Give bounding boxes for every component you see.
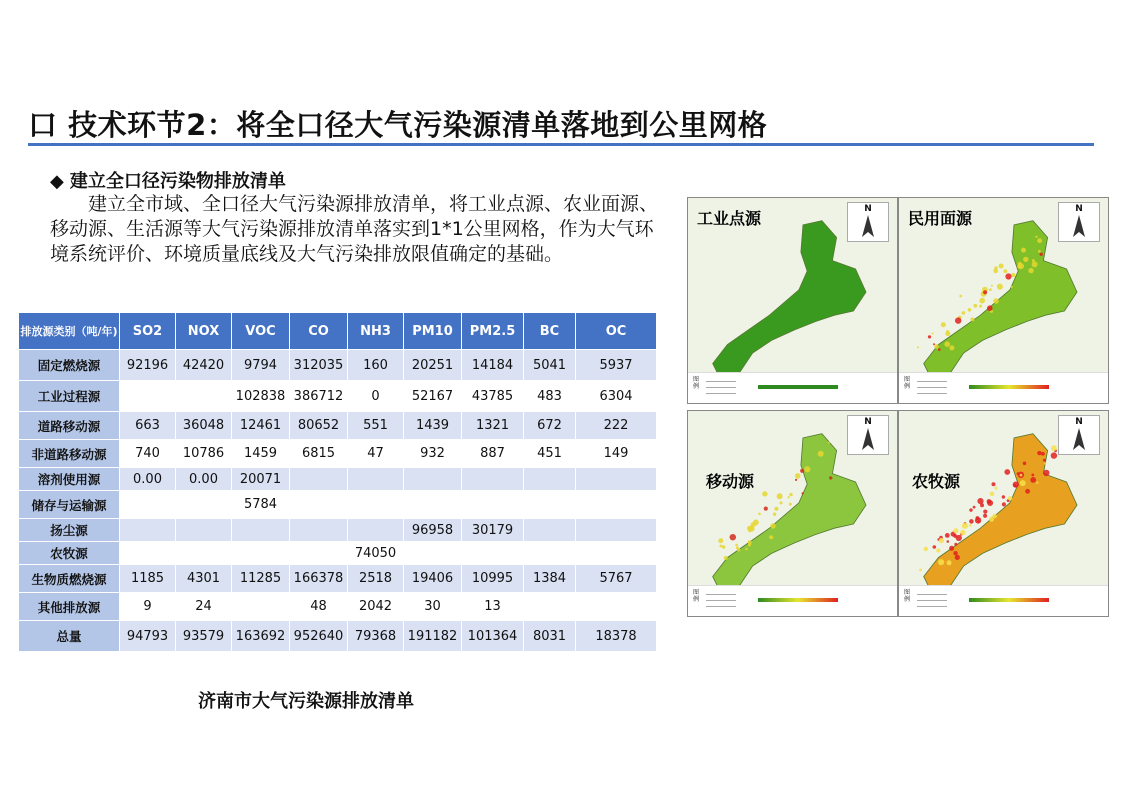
row-header: 道路移动源 [19, 412, 120, 440]
table-cell: 102838 [232, 381, 290, 412]
table-cell: 952640 [290, 621, 348, 652]
table-cell: 42420 [176, 350, 232, 381]
table-row [19, 519, 657, 542]
table-cell [348, 468, 404, 491]
table-cell [176, 381, 232, 412]
table-cell: 483 [524, 381, 576, 412]
table-cell [290, 519, 348, 542]
column-header: CO [290, 313, 348, 350]
table-cell: 451 [524, 440, 576, 468]
table-cell [176, 519, 232, 542]
table-cell: 191182 [404, 621, 462, 652]
table-cell: 52167 [404, 381, 462, 412]
table-row [19, 440, 657, 468]
row-header: 其他排放源 [19, 593, 120, 621]
table-cell [290, 468, 348, 491]
table-cell: 20251 [404, 350, 462, 381]
map-panel-mobile [687, 410, 898, 617]
north-arrow-icon: N [1058, 415, 1100, 455]
table-cell: 312035 [290, 350, 348, 381]
row-header: 非道路移动源 [19, 440, 120, 468]
column-header: OC [576, 313, 657, 350]
table-row [19, 593, 657, 621]
table-row [19, 412, 657, 440]
table-cell [348, 491, 404, 519]
table-cell: 1384 [524, 565, 576, 593]
table-row [19, 565, 657, 593]
table-cell [404, 491, 462, 519]
table-cell [576, 542, 657, 565]
table-cell: 13 [462, 593, 524, 621]
map-legend: 图例 [688, 372, 897, 403]
table-cell: 5784 [232, 491, 290, 519]
table-cell [232, 593, 290, 621]
table-cell [404, 542, 462, 565]
table-cell [524, 593, 576, 621]
table-cell: 5767 [576, 565, 657, 593]
table-cell: 96958 [404, 519, 462, 542]
map-label: 工业点源 [697, 209, 762, 228]
description-paragraph [50, 192, 660, 267]
table-cell: 79368 [348, 621, 404, 652]
table-cell [290, 542, 348, 565]
table-cell: 8031 [524, 621, 576, 652]
row-header: 总量 [19, 621, 120, 652]
table-cell: 6815 [290, 440, 348, 468]
table-row [19, 468, 657, 491]
table-cell: 663 [120, 412, 176, 440]
map-label: 民用面源 [908, 209, 973, 228]
bullet-text: 建立全口径污染物排放清单 [69, 171, 286, 192]
table-cell: 10995 [462, 565, 524, 593]
column-header: SO2 [120, 313, 176, 350]
table-cell [462, 468, 524, 491]
table-cell: 2042 [348, 593, 404, 621]
table-cell [120, 542, 176, 565]
table-cell: 19406 [404, 565, 462, 593]
table-cell: 5041 [524, 350, 576, 381]
north-arrow-icon: N [847, 415, 889, 455]
north-arrow-icon: N [847, 202, 889, 242]
row-header: 工业过程源 [19, 381, 120, 412]
table-cell: 166378 [290, 565, 348, 593]
row-header: 储存与运输源 [19, 491, 120, 519]
table-cell: 6304 [576, 381, 657, 412]
column-header: PM2.5 [462, 313, 524, 350]
table-row [19, 542, 657, 565]
table-cell: 2518 [348, 565, 404, 593]
table-cell: 0.00 [176, 468, 232, 491]
row-header: 农牧源 [19, 542, 120, 565]
table-row [19, 350, 657, 381]
table-cell: 18378 [576, 621, 657, 652]
table-cell: 0 [348, 381, 404, 412]
table-cell: 101364 [462, 621, 524, 652]
table-row [19, 491, 657, 519]
table-cell: 0.00 [120, 468, 176, 491]
table-cell: 30 [404, 593, 462, 621]
table-cell: 36048 [176, 412, 232, 440]
table-cell: 9794 [232, 350, 290, 381]
column-header: NOX [176, 313, 232, 350]
table-cell: 672 [524, 412, 576, 440]
table-cell [404, 468, 462, 491]
table-cell: 1459 [232, 440, 290, 468]
table-cell [120, 519, 176, 542]
table-cell: 386712 [290, 381, 348, 412]
table-cell: 551 [348, 412, 404, 440]
table-cell [576, 593, 657, 621]
table-cell [524, 519, 576, 542]
table-cell: 160 [348, 350, 404, 381]
table-cell: 1439 [404, 412, 462, 440]
table-cell: 163692 [232, 621, 290, 652]
table-cell [120, 381, 176, 412]
row-header: 溶剂使用源 [19, 468, 120, 491]
table-cell [462, 542, 524, 565]
table-cell: 93579 [176, 621, 232, 652]
table-cell: 932 [404, 440, 462, 468]
table-cell: 30179 [462, 519, 524, 542]
table-cell [576, 519, 657, 542]
table-cell: 222 [576, 412, 657, 440]
table-cell: 14184 [462, 350, 524, 381]
column-header: BC [524, 313, 576, 350]
table-cell: 5937 [576, 350, 657, 381]
map-legend: 图例 [688, 585, 897, 616]
table-cell: 4301 [176, 565, 232, 593]
table-cell [524, 542, 576, 565]
column-header: VOC [232, 313, 290, 350]
column-header: PM10 [404, 313, 462, 350]
table-cell: 48 [290, 593, 348, 621]
table-row [19, 381, 657, 412]
table-cell: 47 [348, 440, 404, 468]
slide-title: 口 技术环节2：将全口径大气污染源清单落地到公里网格 [28, 108, 768, 142]
row-header: 生物质燃烧源 [19, 565, 120, 593]
table-cell: 1321 [462, 412, 524, 440]
table-cell: 149 [576, 440, 657, 468]
table-cell [576, 468, 657, 491]
paragraph-text: 建立全市域、全口径大气污染源排放清单，将工业点源、农业面源、移动源、生活源等大气污染源排放清单落实到1*1公里网格，作为大气环境系统评价、环境质量底线及大气污染排放限值确定的基础。 [50, 193, 659, 265]
table-cell: 740 [120, 440, 176, 468]
table-header-row [19, 313, 657, 350]
table-cell [462, 491, 524, 519]
table-cell: 74050 [348, 542, 404, 565]
row-header: 扬尘源 [19, 519, 120, 542]
table-cell [576, 491, 657, 519]
table-cell: 9 [120, 593, 176, 621]
table-cell: 1185 [120, 565, 176, 593]
table-cell [348, 519, 404, 542]
table-cell [524, 468, 576, 491]
table-cell [232, 519, 290, 542]
map-legend: 图例 [899, 585, 1108, 616]
map-panel-agriculture [898, 410, 1109, 617]
north-arrow-icon: N [1058, 202, 1100, 242]
table-cell [176, 491, 232, 519]
table-cell: 10786 [176, 440, 232, 468]
table-cell [176, 542, 232, 565]
table-row [19, 621, 657, 652]
column-header: 排放源类别（吨/年) [19, 313, 120, 350]
table-cell [290, 491, 348, 519]
table-cell: 12461 [232, 412, 290, 440]
column-header: NH3 [348, 313, 404, 350]
table-cell [120, 491, 176, 519]
table-caption: 济南市大气污染源排放清单 [198, 691, 414, 712]
table-cell: 92196 [120, 350, 176, 381]
table-cell: 43785 [462, 381, 524, 412]
table-cell: 20071 [232, 468, 290, 491]
table-cell [232, 542, 290, 565]
map-panel-residential [898, 197, 1109, 404]
bullet-heading [50, 167, 286, 193]
map-label: 移动源 [706, 472, 755, 491]
table-cell: 80652 [290, 412, 348, 440]
table-cell [524, 491, 576, 519]
title-divider [28, 143, 1094, 146]
map-label: 农牧源 [912, 472, 961, 491]
map-legend: 图例 [899, 372, 1108, 403]
emission-inventory-table [18, 312, 657, 652]
table-cell: 94793 [120, 621, 176, 652]
diamond-bullet-icon: ◆ [50, 171, 64, 192]
table-cell: 11285 [232, 565, 290, 593]
row-header: 固定燃烧源 [19, 350, 120, 381]
map-panel-industrial [687, 197, 898, 404]
table-cell: 887 [462, 440, 524, 468]
table-cell: 24 [176, 593, 232, 621]
